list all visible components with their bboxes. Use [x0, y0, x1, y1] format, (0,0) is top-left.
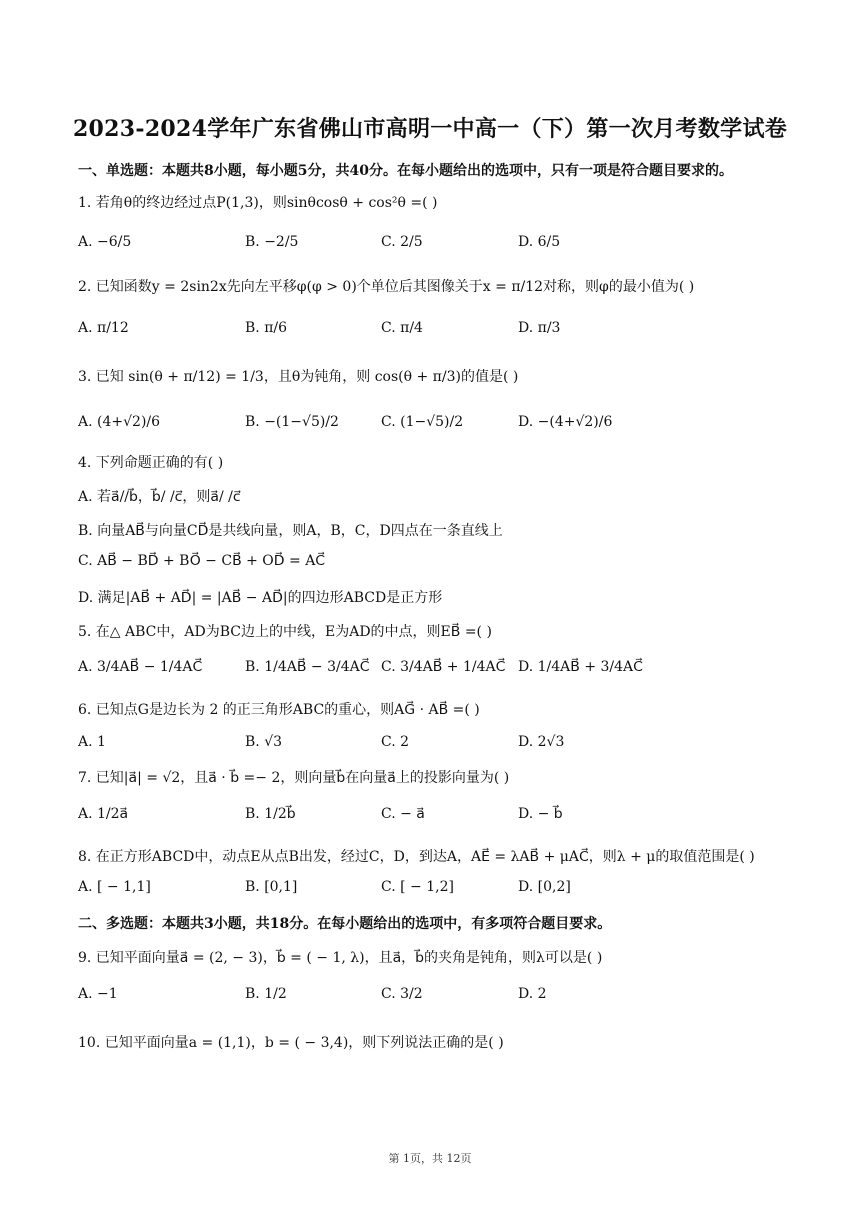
option-5d: D. 1/4AB⃗ + 3/4AC⃗ — [518, 659, 643, 675]
option-1a: A. −6/5 — [78, 234, 132, 250]
option-8c: C. [ − 1,2] — [381, 879, 454, 895]
option-3a: A. (4+√2)/6 — [78, 414, 161, 430]
option-4a: A. 若a⃗//b⃗，b⃗/ /c⃗，则a⃗/ /c⃗ — [78, 489, 241, 505]
option-4c: C. AB⃗ − BD⃗ + BO⃗ − CB⃗ + OD⃗ = AC⃗ — [78, 553, 326, 569]
option-7b: B. 1/2b⃗ — [245, 806, 296, 822]
option-6a: A. 1 — [78, 734, 106, 750]
option-7a: A. 1/2a⃗ — [78, 806, 129, 822]
option-3c: C. (1−√5)/2 — [381, 414, 464, 430]
question-7: 7. 已知|a⃗| = √2，且a⃗ · b⃗ =− 2，则向量b⃗在向量a⃗上的投影向量为( ) — [78, 770, 510, 786]
question-10: 10. 已知平面向量a = (1,1)，b = ( − 3,4)，则下列说法正确的是( ) — [78, 1035, 504, 1051]
option-1b: B. −2/5 — [245, 234, 299, 250]
page-footer: 第 1页，共 12页 — [388, 1152, 472, 1165]
section-heading-single-choice: 一、单选题：本题共8小题，每小题5分，共40分。在每小题给出的选项中，只有一项是符合题目要求的。 — [78, 163, 733, 179]
option-3d: D. −(4+√2)/6 — [518, 414, 613, 430]
question-4: 4. 下列命题正确的有( ) — [78, 455, 224, 471]
question-5: 5. 在△ ABC中，AD为BC边上的中线，E为AD的中点，则EB⃗ =( ) — [78, 624, 492, 640]
option-2d: D. π/3 — [518, 320, 561, 336]
question-9: 9. 已知平面向量a⃗ = (2, − 3)，b⃗ = ( − 1, λ)，且a⃗，b⃗的夹角是钝角，则λ可以是( ) — [78, 950, 603, 966]
option-4d: D. 满足|AB⃗ + AD⃗| = |AB⃗ − AD⃗|的四边形ABCD是正方形 — [78, 590, 443, 606]
option-7c: C. − a⃗ — [381, 806, 425, 822]
option-9d: D. 2 — [518, 986, 547, 1002]
option-6c: C. 2 — [381, 734, 410, 750]
option-2b: B. π/6 — [245, 320, 288, 336]
option-8d: D. [0,2] — [518, 879, 571, 895]
question-6: 6. 已知点G是边长为 2 的正三角形ABC的重心，则AG⃗ · AB⃗ =( ) — [78, 702, 480, 718]
option-2a: A. π/12 — [78, 320, 129, 336]
page-title: 2023-2024学年广东省佛山市高明一中高一（下）第一次月考数学试卷 — [72, 116, 788, 142]
option-5b: B. 1/4AB⃗ − 3/4AC⃗ — [245, 659, 370, 675]
question-1: 1. 若角θ的终边经过点P(1,3)，则sinθcosθ + cos²θ =( ) — [78, 195, 438, 211]
option-1c: C. 2/5 — [381, 234, 423, 250]
question-3: 3. 已知 sin(θ + π/12) = 1/3，且θ为钝角，则 cos(θ + π/3)的值是( ) — [78, 369, 519, 385]
option-5c: C. 3/4AB⃗ + 1/4AC⃗ — [381, 659, 506, 675]
option-3b: B. −(1−√5)/2 — [245, 414, 339, 430]
option-8b: B. [0,1] — [245, 879, 298, 895]
question-8: 8. 在正方形ABCD中，动点E从点B出发，经过C，D，到达A，AE⃗ = λAB⃗ + μAC⃗，则λ + μ的取值范围是( ) — [78, 849, 755, 865]
option-7d: D. − b⃗ — [518, 806, 563, 822]
option-6d: D. 2√3 — [518, 734, 565, 750]
option-4b: B. 向量AB⃗与向量CD⃗是共线向量，则A，B，C，D四点在一条直线上 — [78, 523, 503, 539]
option-5a: A. 3/4AB⃗ − 1/4AC⃗ — [78, 659, 203, 675]
section-heading-multiple-choice: 二、多选题：本题共3小题，共18分。在每小题给出的选项中，有多项符合题目要求。 — [78, 916, 612, 932]
option-6b: B. √3 — [245, 734, 283, 750]
option-9c: C. 3/2 — [381, 986, 423, 1002]
option-8a: A. [ − 1,1] — [78, 879, 151, 895]
option-2c: C. π/4 — [381, 320, 423, 336]
option-9a: A. −1 — [78, 986, 118, 1002]
question-2: 2. 已知函数y = 2sin2x先向左平移φ(φ > 0)个单位后其图像关于x = π/12对称，则φ的最小值为( ) — [78, 279, 695, 295]
option-9b: B. 1/2 — [245, 986, 287, 1002]
option-1d: D. 6/5 — [518, 234, 561, 250]
